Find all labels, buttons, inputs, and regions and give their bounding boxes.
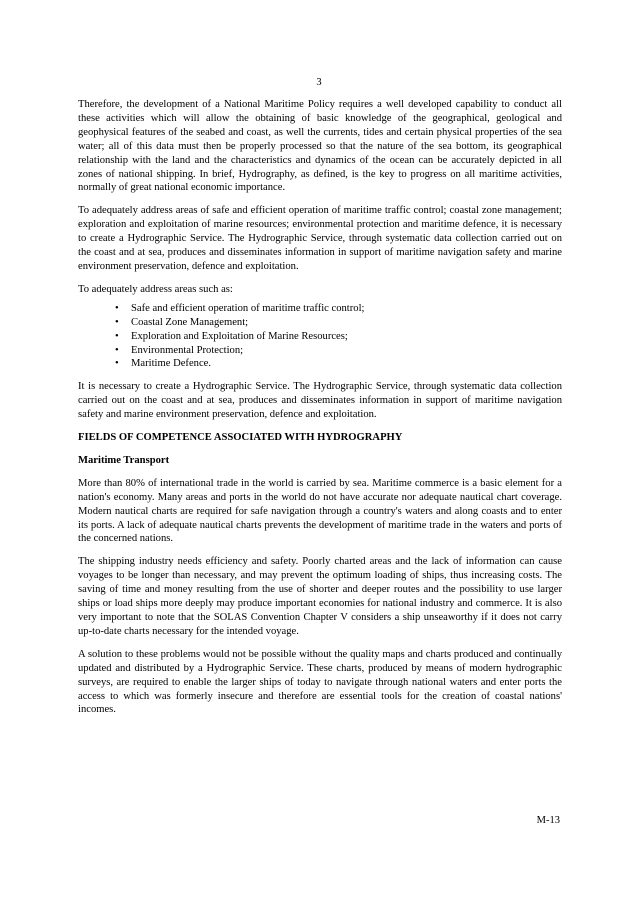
list-item-text: Environmental Protection;	[131, 344, 244, 356]
paragraph-international-trade: More than 80% of international trade in the world is carried by sea. Maritime commerce is a basic element for a nation's economy. Many areas and ports in the world do not have accurate nor adequate nautical chart coverage. Modern nautical charts are required for safe navigation through a country's waters and along coasts and to enter its ports. A lack of adequate nautical charts prevents the development of maritime trade in the waters and ports of the concerned nations.	[78, 477, 562, 545]
list-item-text: Safe and efficient operation of maritime traffic control;	[131, 302, 365, 314]
areas-bullet-list	[78, 302, 562, 372]
bullet-icon: •	[115, 358, 119, 370]
bullet-icon: •	[115, 316, 119, 328]
bullet-icon: •	[115, 344, 119, 356]
list-item	[115, 316, 562, 330]
page-number: 3	[316, 77, 322, 88]
footer-page-code: M-13	[536, 815, 560, 826]
list-item-text: Coastal Zone Management;	[131, 316, 249, 328]
paragraph-create-hydrographic-service: It is necessary to create a Hydrographic Service. The Hydrographic Service, through systematic data collection carried out on the coast and at sea, produces and disseminates information in support of maritime navigation safety and marine environment preservation, defence and exploitation.	[78, 381, 562, 421]
list-item-text: Exploration and Exploitation of Marine Resources;	[131, 330, 348, 342]
page-content	[78, 98, 562, 717]
bullet-icon: •	[115, 330, 119, 342]
paragraph-national-maritime-policy: Therefore, the development of a National Maritime Policy requires a well developed capability to conduct all these activities which will allow the obtaining of basic knowledge of the geographical, geological and geophysical features of the seabed and coast, as well the currents, tides and certain physical properties of the sea water; all of this data must then be properly processed so that the nature of the sea bottom, its geographical relationship with the land and the characteristics and dynamics of the ocean can be accurately depicted in all zones of national shipping. In brief, Hydrography, as defined, is the key to progress on all maritime activities, normally of great national economic importance.	[78, 99, 562, 194]
paragraph-hydrographic-service-need: To adequately address areas of safe and efficient operation of maritime traffic control; coastal zone management; exploration and exploitation of marine resources; environmental protection and maritime defence, it is necessary to create a Hydrographic Service. The Hydrographic Service, through systematic data collection carried out on the coast and at sea, produces and disseminates information in support of maritime navigation safety and marine environment preservation, defence and exploitation.	[78, 205, 562, 272]
list-item	[115, 357, 562, 371]
list-item-text: Maritime Defence.	[131, 358, 212, 370]
section-heading: FIELDS OF COMPETENCE ASSOCIATED WITH HYDROGRAPHY	[78, 432, 403, 444]
paragraph-solution: A solution to these problems would not be possible without the quality maps and charts produced and continually updated and distributed by a Hydrographic Service. These charts, produced by means of modern hydrographic surveys, are required to enable the larger ships of today to navigate through national waters and enter ports the access to which was formerly insecure and therefore are essential tools for the creation of coastal nations' incomes.	[78, 648, 562, 716]
bullet-icon: •	[115, 302, 119, 314]
paragraph-list-intro: To adequately address areas such as:	[78, 283, 233, 295]
list-item	[115, 330, 562, 344]
list-item	[115, 344, 562, 358]
subsection-heading: Maritime Transport	[78, 454, 170, 466]
paragraph-shipping-efficiency: The shipping industry needs efficiency and safety. Poorly charted areas and the lack of information can cause voyages to be longer than necessary, and may prevent the optimum loading of ships, thus increasing costs. The saving of time and money resulting from the use of shorter and deeper routes and the possibility to use larger ships or load ships more deeply may produce important economies for national industry and commerce. It is also very important to note that the SOLAS Convention Chapter V considers a ship unseaworthy if it does not carry up-to-date charts necessary for the intended voyage.	[78, 556, 562, 637]
list-item	[115, 302, 562, 316]
